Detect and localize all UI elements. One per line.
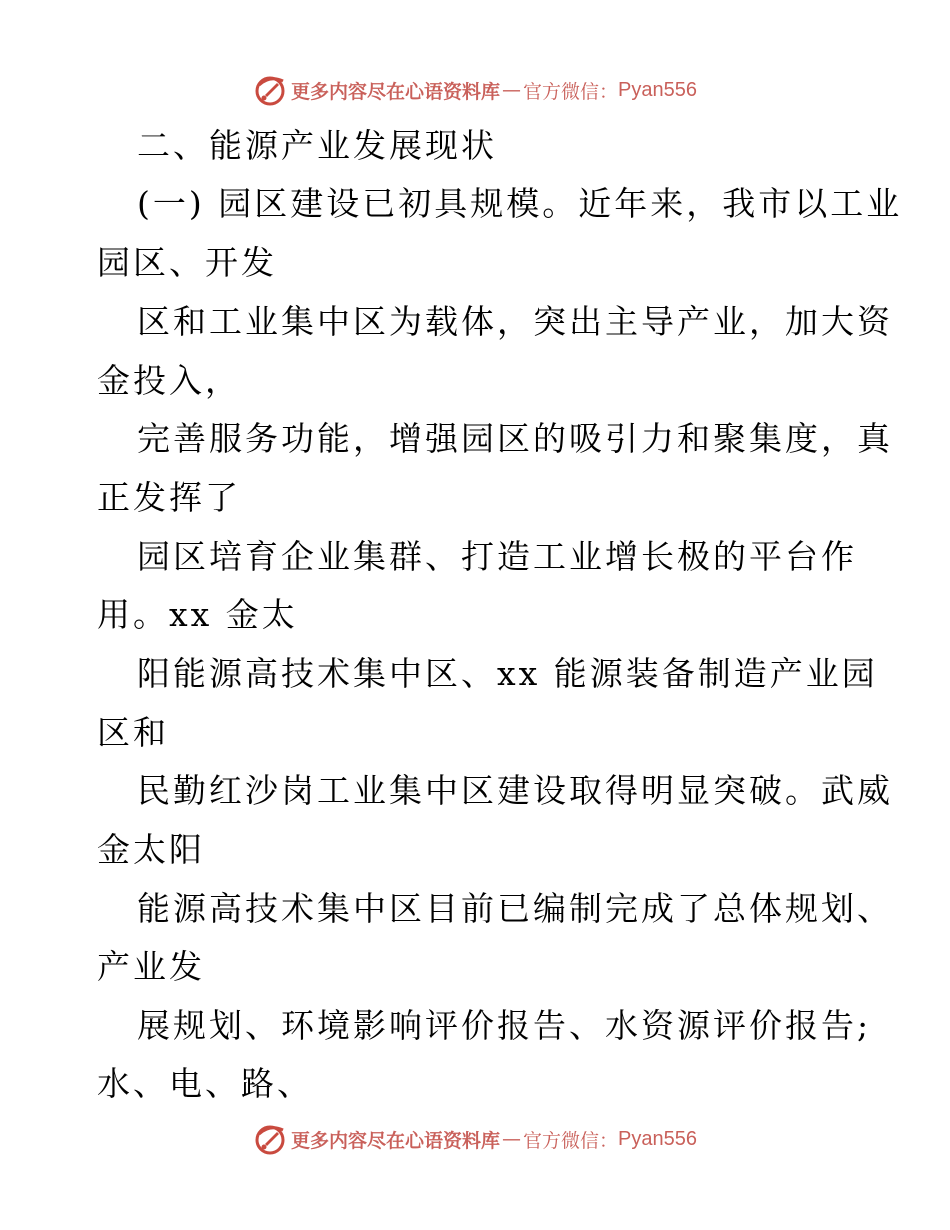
header-banner-id: Pyan556 bbox=[618, 78, 697, 101]
paragraph-line: 园区培育企业集群、打造工业增长极的平台作 bbox=[137, 537, 857, 576]
paragraph-line: 金太阳 bbox=[97, 830, 205, 869]
header-banner-text: 更多内容尽在心语资料库 bbox=[291, 80, 501, 103]
paragraph-line: 产业发 bbox=[97, 947, 205, 986]
paragraph-line: 民勤红沙岗工业集中区建设取得明显突破。武威 bbox=[137, 771, 893, 810]
header-banner bbox=[0, 70, 950, 110]
paragraph-line: 能源高技术集中区目前已编制完成了总体规划、 bbox=[137, 889, 893, 928]
paragraph-line: 区和工业集中区为载体，突出主导产业，加大资 bbox=[137, 302, 893, 341]
paragraph-line: 阳能源高技术集中区、xx 能源装备制造产业园 bbox=[137, 654, 878, 693]
paragraph-line: 完善服务功能，增强园区的吸引力和聚集度，真 bbox=[137, 419, 893, 458]
footer-banner-separator: — bbox=[502, 1128, 522, 1150]
paragraph-line: 正发挥了 bbox=[97, 478, 241, 517]
paragraph-line: 区和 bbox=[97, 713, 169, 752]
paragraph-line: 用。xx 金太 bbox=[97, 595, 298, 634]
paragraph-line: 园区、开发 bbox=[97, 243, 277, 282]
section-heading: 二、能源产业发展现状 bbox=[137, 126, 497, 165]
footer-banner-label: 官方微信： bbox=[523, 1129, 619, 1152]
header-banner-separator: — bbox=[502, 79, 522, 101]
paragraph-line: 展规划、环境影响评价报告、水资源评价报告; bbox=[137, 1006, 872, 1045]
logo-icon bbox=[253, 1122, 287, 1156]
footer-banner bbox=[0, 1119, 950, 1159]
logo-icon bbox=[253, 73, 287, 107]
paragraph-line: 水、电、路、 bbox=[97, 1064, 313, 1103]
footer-banner-text: 更多内容尽在心语资料库 bbox=[291, 1129, 501, 1152]
footer-banner-id: Pyan556 bbox=[618, 1127, 697, 1150]
header-banner-label: 官方微信： bbox=[523, 80, 619, 103]
paragraph-line: (一) 园区建设已初具规模。近年来，我市以工业 bbox=[137, 184, 903, 223]
paragraph-line: 金投入， bbox=[97, 361, 241, 400]
